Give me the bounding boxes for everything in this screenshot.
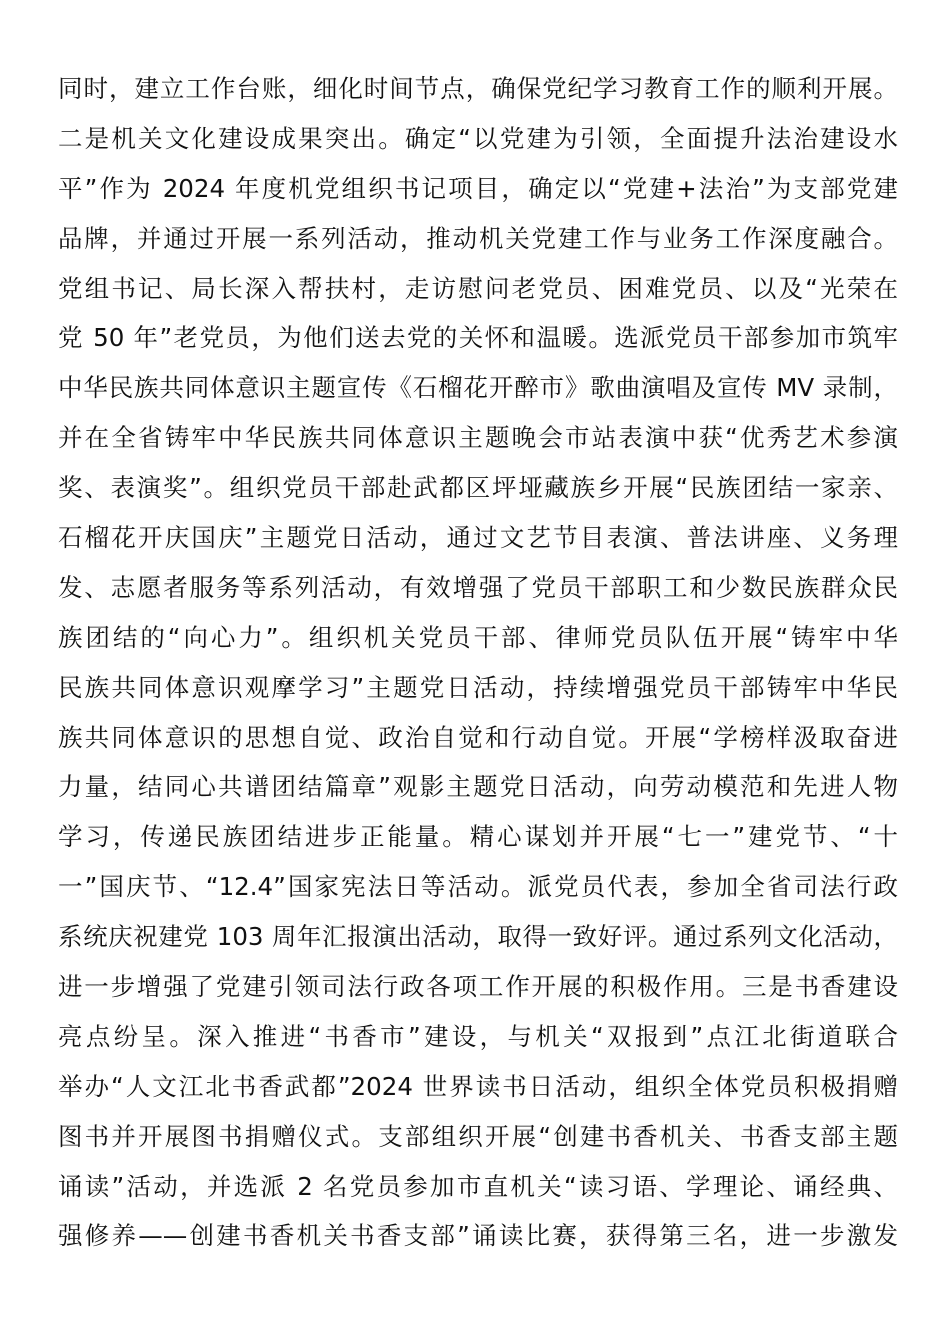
text-line-9: 奖、表演奖”。组织党员干部赴武都区坪垭藏族乡开展“民族团结一家亲、 [58, 473, 898, 503]
text-line-24: 强修养——创建书香机关书香支部”诵读比赛，获得第三名，进一步激发 [58, 1221, 898, 1251]
text-line-16: 学习，传递民族团结进步正能量。精心谋划并开展“七一”建党节、“十 [58, 822, 898, 852]
text-line-23: 诵读”活动，并选派 2 名党员参加市直机关“读习语、学理论、诵经典、 [58, 1171, 898, 1201]
text-line-12: 族团结的“向心力”。组织机关党员干部、律师党员队伍开展“铸牢中华 [58, 622, 898, 652]
text-line-18: 系统庆祝建党 103 周年汇报演出活动，取得一致好评。通过系列文化活动， [58, 922, 898, 952]
text-line-10: 石榴花开庆国庆”主题党日活动，通过文艺节目表演、普法讲座、义务理 [58, 523, 898, 553]
text-line-15: 力量，结同心共谱团结篇章”观影主题党日活动，向劳动模范和先进人物 [58, 772, 898, 802]
text-line-7: 中华民族共同体意识主题宣传《石榴花开醉市》歌曲演唱及宣传 MV 录制， [58, 373, 898, 403]
text-line-14: 族共同体意识的思想自觉、政治自觉和行动自觉。开展“学榜样汲取奋进 [58, 722, 898, 752]
text-line-8: 并在全省铸牢中华民族共同体意识主题晚会市站表演中获“优秀艺术参演 [58, 423, 898, 453]
text-line-13: 民族共同体意识观摩学习”主题党日活动，持续增强党员干部铸牢中华民 [58, 672, 898, 702]
text-line-20: 亮点纷呈。深入推进“书香市”建设，与机关“双报到”点江北街道联合 [58, 1021, 898, 1051]
text-line-5: 党组书记、局长深入帮扶村，走访慰问老党员、困难党员、以及“光荣在 [58, 273, 898, 303]
text-line-21: 举办“人文江北书香武都”2024 世界读书日活动，组织全体党员积极捐赠 [58, 1071, 898, 1101]
text-line-11: 发、志愿者服务等系列活动，有效增强了党员干部职工和少数民族群众民 [58, 572, 898, 602]
text-line-4: 品牌，并通过开展一系列活动，推动机关党建工作与业务工作深度融合。 [58, 223, 898, 253]
text-line-6: 党 50 年”老党员，为他们送去党的关怀和温暖。选派党员干部参加市筑牢 [58, 323, 898, 353]
body-text [58, 64, 898, 1261]
text-line-17: 一”国庆节、“12.4”国家宪法日等活动。派党员代表，参加全省司法行政 [58, 872, 898, 902]
text-line-19: 进一步增强了党建引领司法行政各项工作开展的积极作用。三是书香建设 [58, 972, 898, 1002]
text-line-3: 平”作为 2024 年度机党组织书记项目，确定以“党建+法治”为支部党建 [58, 173, 898, 203]
text-line-22: 图书并开展图书捐赠仪式。支部组织开展“创建书香机关、书香支部主题 [58, 1121, 898, 1151]
text-line-2: 二是机关文化建设成果突出。确定“以党建为引领，全面提升法治建设水 [58, 123, 898, 153]
text-line-1: 同时，建立工作台账，细化时间节点，确保党纪学习教育工作的顺利开展。 [58, 74, 898, 103]
